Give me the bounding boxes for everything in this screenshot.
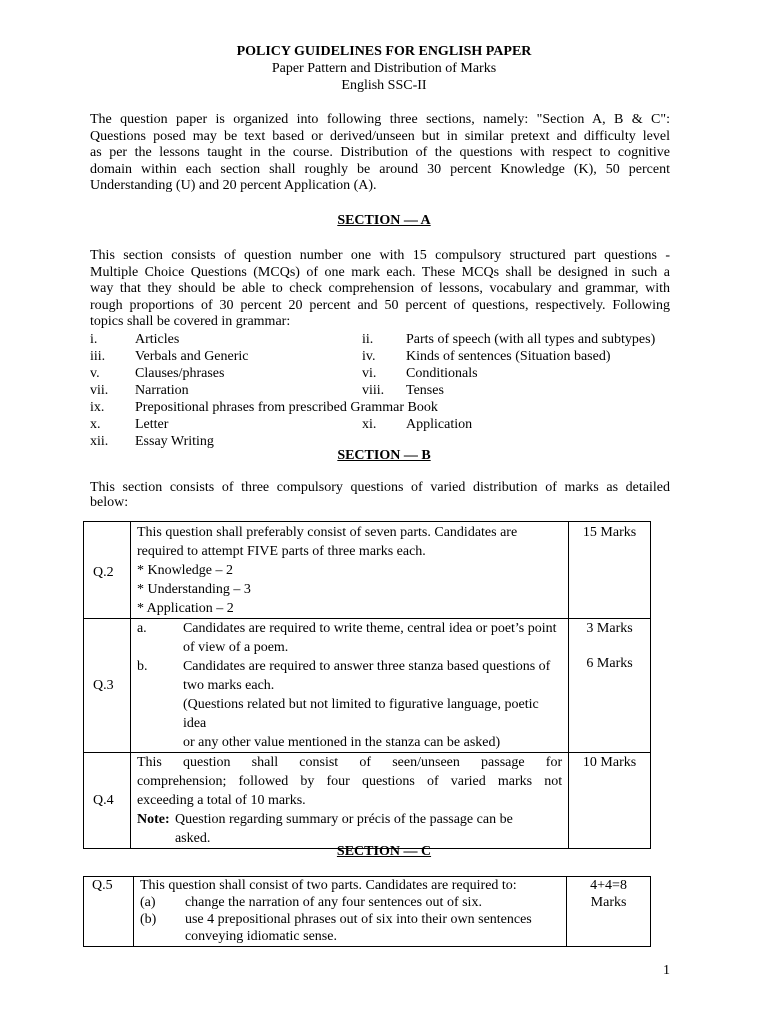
question-content bbox=[133, 877, 566, 947]
section-a-line: This section consists of question number one with 15 compulsory structured part questions - bbox=[90, 248, 670, 263]
q5-part-b bbox=[140, 911, 562, 945]
topic-text: Kinds of sentences (Situation based) bbox=[406, 349, 611, 364]
topic-number: i. bbox=[90, 332, 98, 347]
section-c-heading: SECTION — C bbox=[336, 844, 432, 859]
q5-part-a bbox=[140, 894, 562, 911]
topic-text: Parts of speech (with all types and subtypes) bbox=[406, 332, 656, 347]
q2-line: This question shall preferably consist of seven parts. Candidates are bbox=[136, 525, 518, 540]
section-a-line: rough proportions of 30 percent 20 percent and 50 percent of questions, respectively. Following bbox=[90, 297, 670, 313]
q4-note bbox=[137, 810, 562, 848]
q5-part-a-label: (a) bbox=[139, 895, 156, 910]
q4-line: comprehension; followed by four questions of varied marks not bbox=[136, 774, 563, 789]
q5-part-b-line: use 4 prepositional phrases out of six into their own sentences bbox=[184, 912, 532, 927]
q5-marks-line2: Marks bbox=[590, 895, 627, 910]
topic-number: ii. bbox=[362, 332, 374, 347]
q3-label: Q.3 bbox=[93, 678, 114, 693]
question-label bbox=[84, 522, 131, 619]
topic-number: iv. bbox=[362, 349, 376, 364]
q3-part-a bbox=[131, 619, 564, 657]
q2-line: * Knowledge – 2 bbox=[136, 563, 233, 578]
topic-number: xi. bbox=[362, 417, 377, 432]
q5-label: Q.5 bbox=[92, 878, 113, 893]
topic-text: Verbals and Generic bbox=[135, 349, 249, 364]
section-b-line: This section consists of three compulsory questions of varied distribution of marks as detailed bbox=[90, 480, 670, 495]
question-row-q3 bbox=[84, 619, 651, 753]
q4-note-label: Note: bbox=[136, 812, 170, 827]
question-row-q4 bbox=[84, 753, 651, 849]
intro-line: as per the lessons taught in the course. Distribution of the questions with respect to cognitive bbox=[90, 145, 670, 160]
topic-number: iii. bbox=[90, 349, 106, 364]
topic-text: Narration bbox=[135, 383, 189, 398]
question-row-q5 bbox=[84, 877, 651, 947]
doc-title: POLICY GUIDELINES FOR ENGLISH PAPER bbox=[236, 44, 532, 59]
q5-intro: This question shall consist of two parts. Candidates are required to: bbox=[139, 878, 517, 893]
doc-subtitle: Paper Pattern and Distribution of Marks bbox=[271, 61, 497, 76]
topic-number: xii. bbox=[90, 434, 109, 449]
grammar-topics-list bbox=[0, 332, 768, 450]
question-label bbox=[84, 753, 131, 849]
intro-line: Questions posed may be text based or derived/unseen but in similar pretext and difficulty level bbox=[90, 128, 670, 144]
question-label bbox=[84, 877, 134, 947]
intro-line: Understanding (U) and 20 percent Application (A). bbox=[90, 178, 377, 193]
section-a-line: topics shall be covered in grammar: bbox=[90, 314, 291, 329]
q3-marks-b: 6 Marks bbox=[586, 656, 633, 671]
section-a-paragraph bbox=[90, 248, 670, 331]
intro-line: The question paper is organized into following three sections, namely: "Section A, B & C": bbox=[90, 112, 670, 127]
topic-number: vi. bbox=[362, 366, 377, 381]
q2-marks: 15 Marks bbox=[582, 525, 637, 540]
q3-part-b bbox=[131, 657, 564, 752]
q5-part-a-text: change the narration of any four sentences out of six. bbox=[184, 895, 482, 910]
doc-subtitle-2: English SSC-II bbox=[341, 78, 427, 93]
question-marks bbox=[569, 619, 651, 753]
q3-marks-a: 3 Marks bbox=[586, 621, 633, 636]
page-number: 1 bbox=[663, 963, 670, 978]
topic-number: vii. bbox=[90, 383, 109, 398]
section-b-line: below: bbox=[90, 495, 129, 510]
section-b-paragraph bbox=[90, 480, 670, 510]
topic-text: Conditionals bbox=[406, 366, 478, 381]
q2-label: Q.2 bbox=[93, 564, 114, 580]
topic-text: Prepositional phrases from prescribed Grammar Book bbox=[135, 400, 438, 415]
topic-number: viii. bbox=[362, 383, 385, 398]
topic-text: Essay Writing bbox=[135, 434, 214, 449]
section-b-table bbox=[83, 521, 651, 849]
section-a-heading: SECTION — A bbox=[337, 213, 431, 228]
topic-number: x. bbox=[90, 417, 101, 432]
question-marks bbox=[569, 522, 651, 619]
intro-line: domain within each section shall roughly be around 30 percent Knowledge (K), 50 percent bbox=[90, 161, 670, 177]
question-content bbox=[130, 753, 568, 849]
q3-part-a-line: of view of a poem. bbox=[182, 640, 289, 655]
topic-text: Letter bbox=[135, 417, 169, 432]
q3-part-b-line: Candidates are required to answer three stanza based questions of bbox=[182, 659, 551, 674]
q4-note-line: Question regarding summary or précis of the passage can be bbox=[174, 812, 513, 827]
q5-marks-line1: 4+4=8 bbox=[590, 878, 627, 893]
question-marks bbox=[569, 753, 651, 849]
q3-part-b-line: or any other value mentioned in the stanza can be asked) bbox=[182, 735, 501, 750]
topic-text: Tenses bbox=[406, 383, 444, 398]
section-b-heading: SECTION — B bbox=[337, 448, 431, 463]
topic-text: Articles bbox=[135, 332, 180, 347]
topic-text: Application bbox=[406, 417, 473, 432]
q4-marks: 10 Marks bbox=[582, 755, 637, 770]
q3-part-b-line: two marks each. bbox=[182, 678, 275, 693]
section-a-line: way that they should be able to check comprehension of lessons, vocabulary and grammar, with bbox=[90, 281, 670, 296]
question-row-q2 bbox=[84, 522, 651, 619]
q3-part-a-line: Candidates are required to write theme, central idea or poet’s point bbox=[182, 621, 557, 636]
q4-line: This question shall consist of seen/unseen passage for bbox=[136, 755, 563, 770]
question-label bbox=[84, 619, 131, 753]
topic-text: Clauses/phrases bbox=[135, 366, 225, 381]
q3-part-b-label: b. bbox=[136, 659, 148, 674]
q5-part-b-line: conveying idiomatic sense. bbox=[184, 929, 337, 944]
section-c-table bbox=[83, 876, 651, 947]
q2-line: required to attempt FIVE parts of three marks each. bbox=[136, 544, 426, 559]
q5-part-b-label: (b) bbox=[139, 912, 157, 927]
section-a-line: Multiple Choice Questions (MCQs) of one mark each. These MCQs shall be designed in such a bbox=[90, 264, 670, 280]
question-marks bbox=[567, 877, 651, 947]
question-content bbox=[130, 619, 568, 753]
q2-line: * Understanding – 3 bbox=[136, 582, 251, 597]
topic-number: v. bbox=[90, 366, 100, 381]
q4-line: exceeding a total of 10 marks. bbox=[136, 793, 306, 808]
q4-label: Q.4 bbox=[93, 793, 114, 808]
intro-paragraph bbox=[90, 112, 670, 195]
q4-note-line: asked. bbox=[174, 831, 211, 846]
q2-line: * Application – 2 bbox=[136, 601, 234, 616]
q3-part-b-line: (Questions related but not limited to figurative language, poetic idea bbox=[182, 697, 539, 731]
question-content bbox=[130, 522, 568, 619]
topic-number: ix. bbox=[90, 400, 105, 415]
q3-part-a-label: a. bbox=[136, 621, 147, 636]
